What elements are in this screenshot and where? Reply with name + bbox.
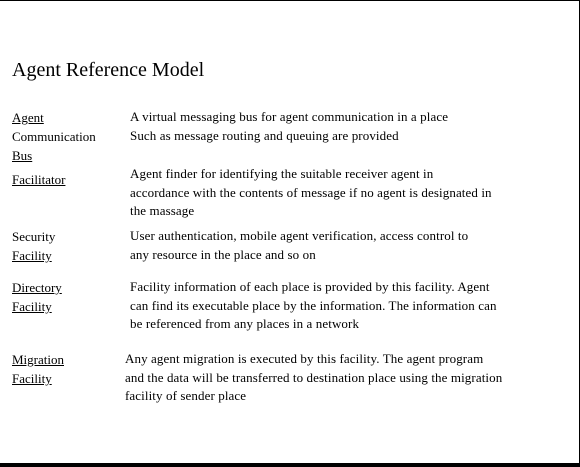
desc-security-facility [130,227,468,264]
term-line: Security [12,229,56,244]
term-agent-communication-bus [12,108,96,165]
term-line: Facility [12,299,52,314]
desc-line: facility of sender place [125,388,247,403]
term-line: Facility [12,248,52,263]
desc-line: any resource in the place and so on [130,246,316,262]
term-facilitator [12,170,65,189]
desc-line: User authentication, mobile agent verification, access control to [130,228,469,243]
desc-line: accordance with the contents of message if no agent is designated in [130,184,492,200]
desc-line: Such as message routing and queuing are provided [130,127,399,143]
term-line: Bus [12,148,33,163]
slide-title: Agent Reference Model [12,59,205,81]
desc-directory-facility [130,278,497,334]
term-line: Agent [12,110,44,125]
desc-line: and the data will be transferred to destination place using the migration [125,369,503,385]
term-line: Facility [12,371,52,386]
term-line: Communication [12,129,96,144]
desc-line: Any agent migration is executed by this facility. The agent program [125,351,484,366]
term-security-facility [12,227,55,265]
term-line: Migration [12,352,64,367]
desc-line: A virtual messaging bus for agent communication in a place [130,109,449,124]
frame-top-border [0,0,580,1]
term-line: Facilitator [12,172,66,187]
desc-line: be referenced from any places in a network [130,316,360,331]
term-line: Directory [12,280,62,295]
desc-line: the massage [130,203,195,218]
desc-line: can find its executable place by the information. The information can [130,297,497,313]
desc-facilitator [130,165,492,221]
desc-agent-communication-bus [130,108,448,145]
frame-bottom-border [0,463,580,467]
desc-line: Agent finder for identifying the suitable receiver agent in [130,166,434,181]
desc-line: Facility information of each place is provided by this facility. Agent [130,279,490,294]
term-migration-facility [12,350,64,388]
desc-migration-facility [125,350,502,406]
term-directory-facility [12,278,62,316]
